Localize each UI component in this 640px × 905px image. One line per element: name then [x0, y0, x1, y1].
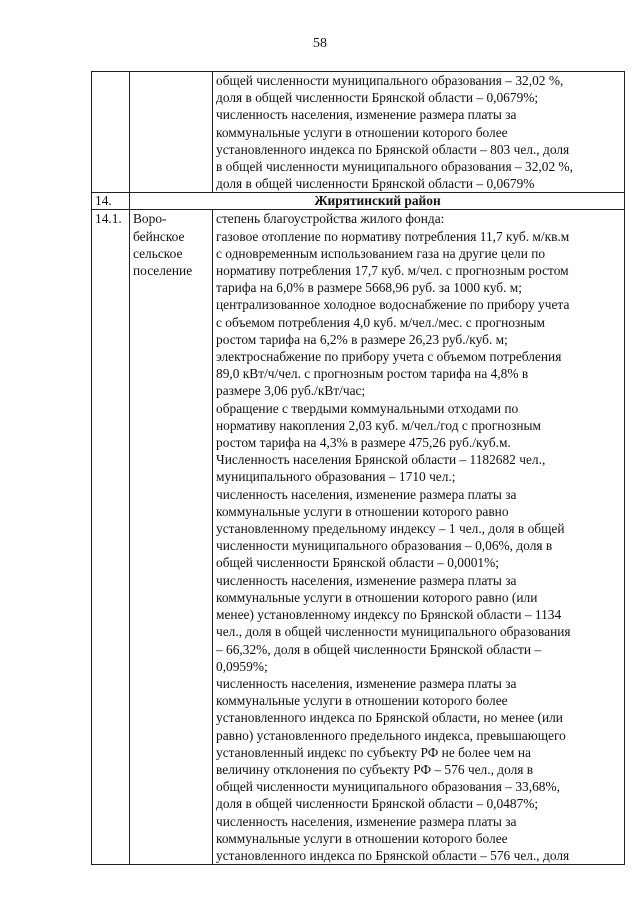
text-line: электроснабжение по прибору учета с объемом потребления — [216, 349, 562, 365]
text-line: обращение с твердыми коммунальными отходами по — [216, 400, 519, 416]
text-line: численности муниципального образования – 0,06%, доля в — [216, 538, 553, 554]
text-line: размере 3,06 руб./кВт/час; — [216, 383, 366, 399]
text-line: общей численности муниципального образования – 33,68%, — [216, 779, 560, 795]
text-line: Численность населения Брянской области – 1182682 чел., — [216, 452, 546, 468]
name-line: Воро- — [133, 211, 167, 227]
section-row — [92, 193, 625, 210]
text-line: коммунальные услуги в отношении которого более — [216, 830, 508, 846]
text-line: ростом тарифа на 4,3% в размере 475,26 руб./куб.м. — [216, 435, 511, 451]
continuation-name-cell — [130, 72, 213, 193]
text-line: газовое отопление по нормативу потребления 11,7 куб. м/кв.м — [216, 228, 570, 244]
text-line: коммунальные услуги в отношении которого равно (или — [216, 589, 538, 605]
text-line: муниципального образования – 1710 чел.; — [216, 469, 456, 485]
text-line: общей численности муниципального образования – 32,02 %, — [216, 73, 564, 88]
name-line: бейнское — [133, 228, 185, 244]
text-line: установленный индекс по субъекту РФ не более чем на — [216, 744, 531, 760]
text-line: менее) установленному индексу по Брянской области – 1134 — [216, 607, 562, 623]
text-line: равно) установленного предельного индекса, превышающего — [216, 727, 566, 743]
text-line: 89,0 кВт/ч/чел. с прогнозным ростом тарифа на 4,8% в — [216, 366, 529, 382]
text-line: численность населения, изменение размера платы за — [216, 486, 517, 502]
text-line: с одновременным использованием газа на другие цели по — [216, 245, 546, 261]
text-line: тарифа на 6,0% в размере 5668,96 руб. за 1000 куб. м; — [216, 280, 522, 296]
text-line: нормативу потребления 17,7 куб. м/чел. с прогнозным ростом — [216, 263, 569, 279]
item-row — [92, 210, 625, 865]
name-line: поселение — [133, 263, 193, 279]
text-line: ростом тарифа на 6,2% в размере 26,23 руб./куб. м; — [216, 331, 508, 347]
municipality-name — [130, 210, 213, 865]
section-number: 14. — [92, 193, 130, 210]
page-number: 58 — [313, 36, 327, 51]
text-line: – 66,32%, доля в общей численности Брянской области – — [216, 641, 542, 657]
text-line: численность населения, изменение размера платы за — [216, 107, 517, 123]
name-line: сельское — [133, 245, 183, 261]
text-line: степень благоустройства жилого фонда: — [216, 211, 445, 227]
text-line: коммунальные услуги в отношении которого более — [216, 124, 508, 140]
text-line: численность населения, изменение размера платы за — [216, 675, 517, 691]
text-line: коммунальные услуги в отношении которого равно — [216, 503, 509, 519]
text-line: численность населения, изменение размера платы за — [216, 813, 517, 829]
text-line: установленного индекса по Брянской области – 803 чел., доля — [216, 141, 570, 157]
text-line: доля в общей численности Брянской области – 0,0487%; — [216, 796, 539, 812]
text-line: установленного индекса по Брянской области – 576 чел., доля — [216, 847, 570, 863]
text-line: чел., доля в общей численности муниципального образования — [216, 624, 571, 640]
text-line: установленному предельному индексу – 1 чел., доля в общей — [216, 521, 565, 537]
text-line: нормативу накопления 2,03 куб. м/чел./год с прогнозным — [216, 417, 542, 433]
continuation-row — [92, 72, 625, 193]
text-line: коммунальные услуги в отношении которого более — [216, 693, 508, 709]
text-line: численность населения, изменение размера платы за — [216, 572, 517, 588]
section-title: Жирятинский район — [130, 193, 625, 210]
text-line: с объемом потребления 4,0 куб. м/чел./мес. с прогнозным — [216, 314, 545, 330]
text-line: доля в общей численности Брянской области – 0,0679%; — [216, 90, 539, 106]
text-line: 0,0959%; — [216, 658, 268, 674]
item-text-cell — [213, 210, 625, 865]
text-line: установленного индекса по Брянской области, но менее (или — [216, 710, 563, 726]
text-line: в общей численности муниципального образования – 32,02 %, — [216, 159, 574, 175]
item-number: 14.1. — [92, 210, 130, 865]
text-line: величину отклонения по субъекту РФ – 576 чел., доля в — [216, 761, 534, 777]
text-line: доля в общей численности Брянской области – 0,0679% — [216, 176, 535, 192]
text-line: централизованное холодное водоснабжение по прибору учета — [216, 297, 570, 313]
text-line: общей численности Брянской области – 0,0001%; — [216, 555, 499, 571]
continuation-number-cell — [92, 72, 130, 193]
document-table — [91, 71, 625, 865]
continuation-text-cell — [213, 72, 625, 193]
